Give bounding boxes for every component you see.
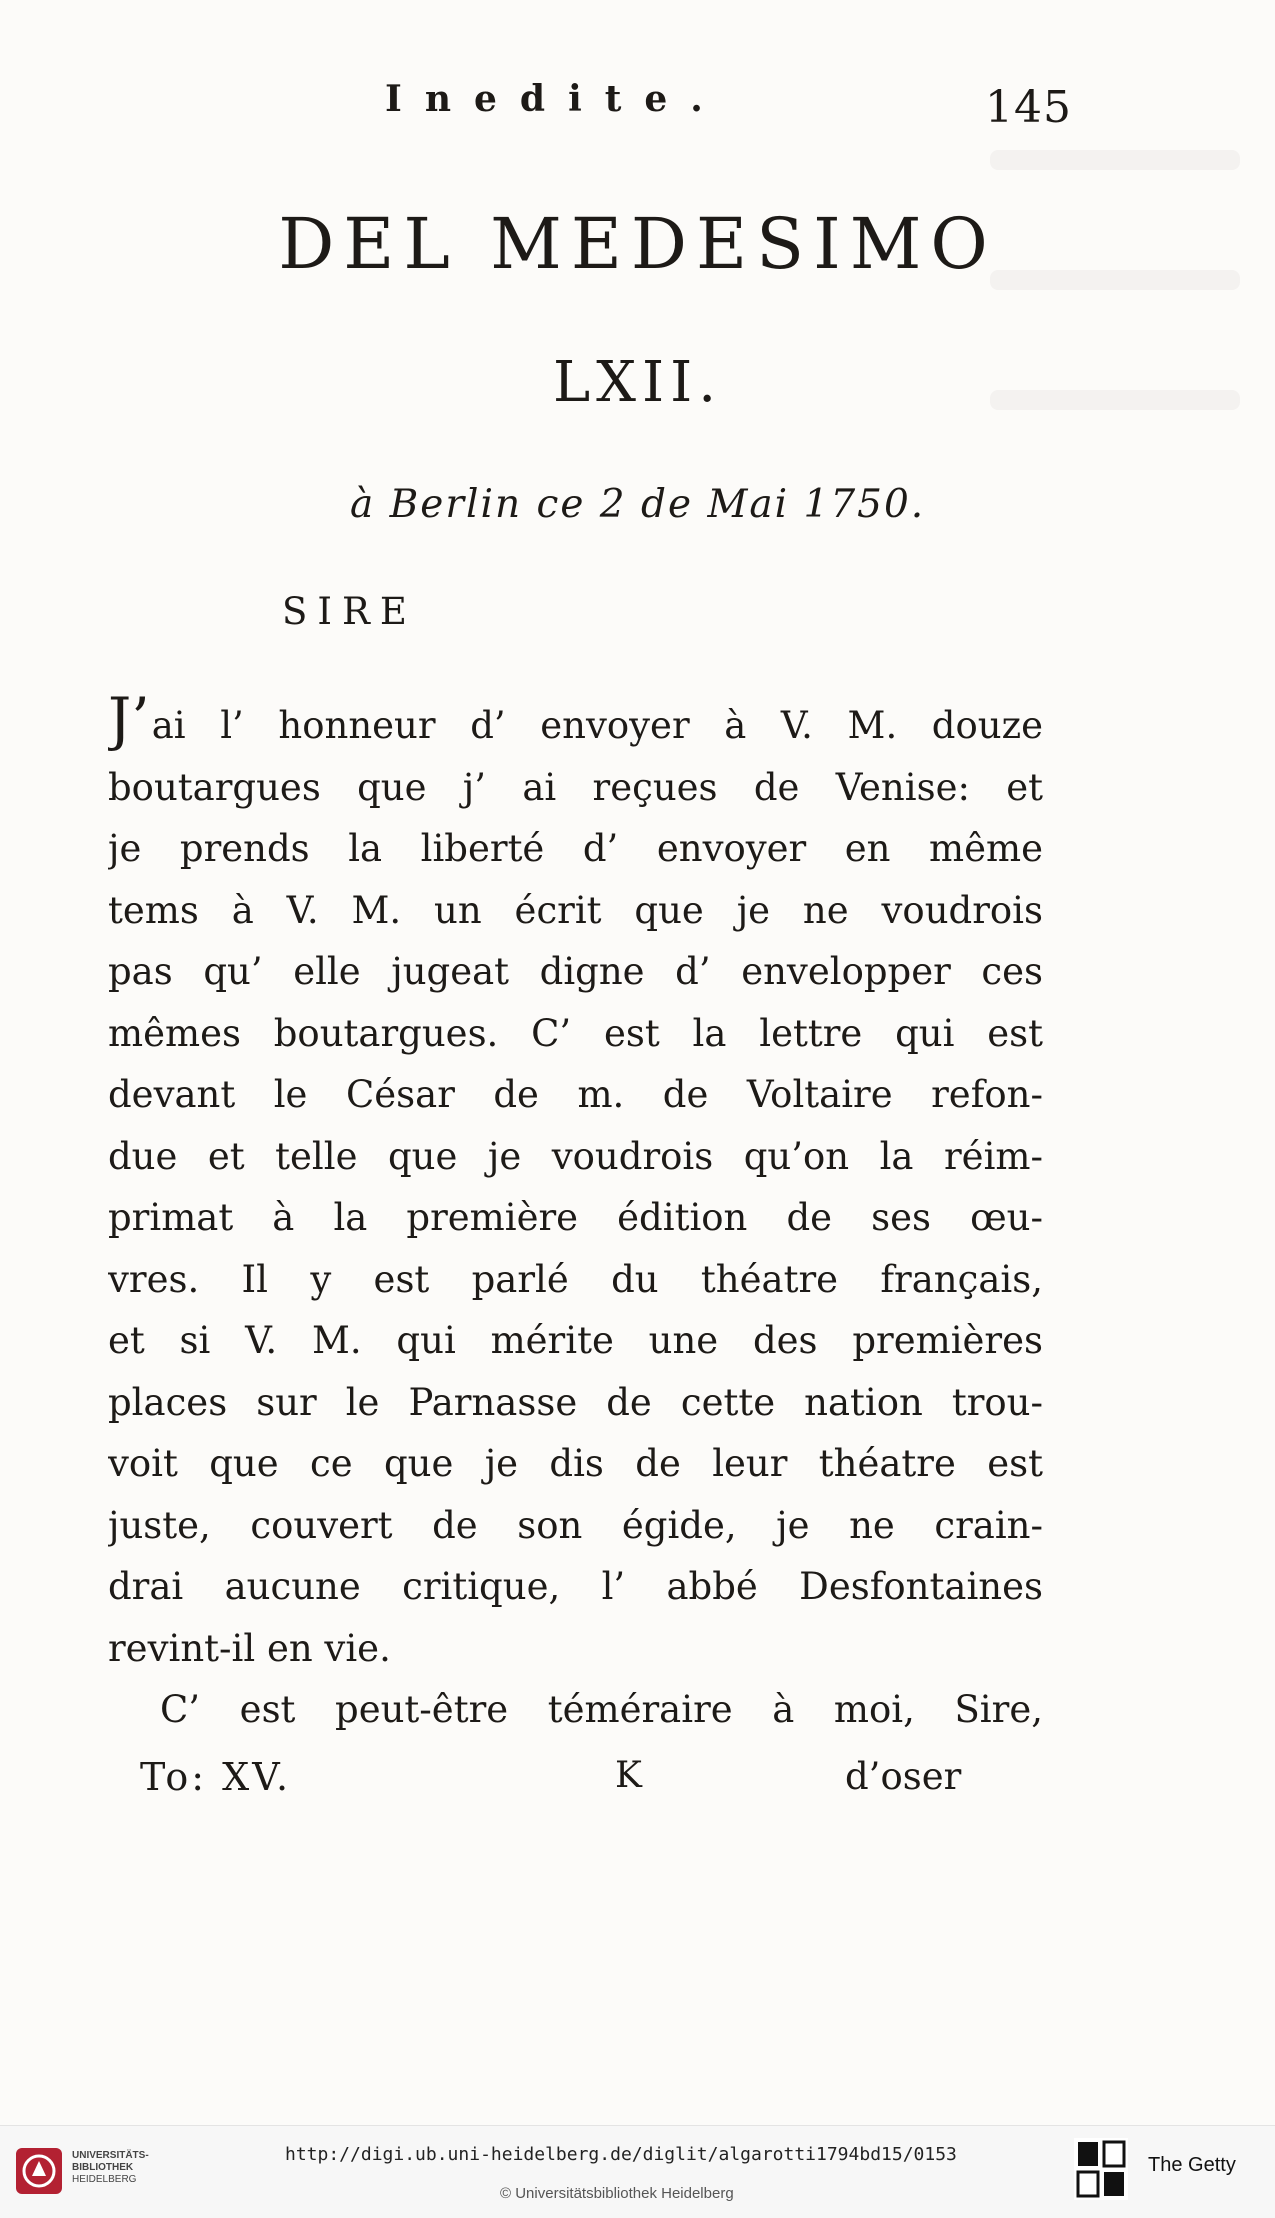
letter-number: LXII. [552,350,723,415]
body-line: mêmes boutargues. C’ est la lettre qui est [108,1011,1043,1055]
body-line: pas qu’ elle jugeat digne d’ envelopper ces [108,950,1043,993]
page-footer [140,1755,970,1815]
body-line: juste, couvert de son égide, je ne crain- [108,1503,1043,1547]
salutation: SIRE [282,590,417,633]
body-line: je prends la liberté d’ envoyer en même [108,827,1043,870]
viewer-footer-bar [0,2125,1275,2218]
body-line: et si V. M. qui mérite une des premières [108,1319,1043,1362]
gathering-mark: K [615,1755,642,1796]
body-line: voit que ce que je dis de leur théatre est [108,1442,1043,1485]
catchword: d’oser [845,1755,962,1798]
library-name-line: HEIDELBERG [72,2174,137,2185]
first-line-text: ai l’ honneur d’ envoyer à V. M. douze [151,704,1043,747]
body-line: boutargues que j’ ai reçues de Venise: et [108,765,1043,809]
body-line: places sur le Parnasse de cette nation trou- [108,1380,1043,1424]
running-title: Inedite. [385,78,726,120]
body-line: revint-il en vie. [108,1626,391,1670]
letter-body [108,695,1043,1741]
copyright-notice: © Universitätsbibliothek Heidelberg [500,2185,734,2202]
body-line: devant le César de m. de Voltaire refon- [108,1073,1043,1116]
library-name-line: UNIVERSITÄTS- [72,2150,149,2161]
library-logo[interactable] [14,2146,174,2206]
library-seal-icon [14,2146,64,2196]
body-line: drai aucune critique, l’ abbé Desfontaines [108,1565,1043,1608]
partner-label: The Getty [1148,2154,1236,2176]
body-line: primat à la première édition de ses œu- [108,1196,1043,1239]
page-number: 145 [985,82,1072,133]
drop-initial: J’ [108,695,150,753]
body-line: tems à V. M. un écrit que je ne voudrois [108,888,1043,932]
bleed-through-mark [990,150,1240,170]
dateline: à Berlin ce 2 de Mai 1750. [350,482,926,527]
permalink-url[interactable]: http://digi.ub.uni-heidelberg.de/diglit/algarotti1794bd15/0153 [285,2144,957,2165]
volume-signature-mark: To: XV. [140,1755,292,1799]
body-line: due et telle que je voudrois qu’on la réim- [108,1134,1043,1178]
body-line [108,695,1043,757]
body-line: vres. Il y est parlé du théatre français, [108,1257,1043,1301]
getty-logo-icon[interactable] [1074,2138,1128,2200]
letter-title: DEL MEDESIMO [278,203,997,285]
library-name [72,2150,149,2186]
library-name-line: BIBLIOTHEK [72,2162,134,2173]
body-line-paragraph-two: C’ est peut-être téméraire à moi, Sire, [160,1688,1043,1731]
